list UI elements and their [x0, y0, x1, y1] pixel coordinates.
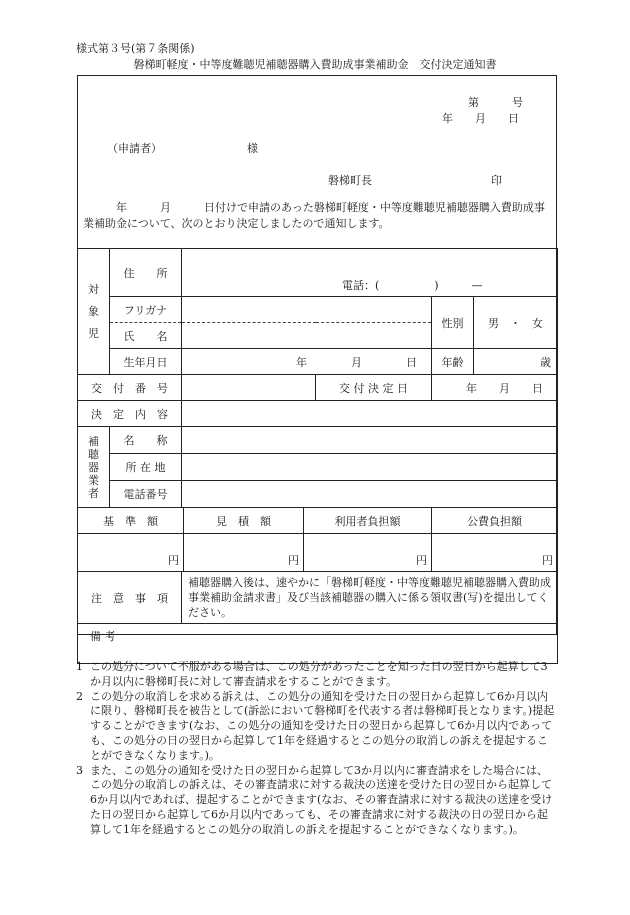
age-label: 年齢 — [432, 349, 474, 375]
subject-group-label — [78, 249, 110, 375]
document-number: 第 号 — [468, 96, 523, 109]
grant-date-value: 年 月 日 — [466, 381, 544, 395]
form-number: 様式第３号(第７条関係) — [76, 42, 195, 55]
vendor-group-label — [78, 427, 110, 508]
age-unit: 歳 — [540, 355, 552, 369]
furigana-field[interactable] — [182, 297, 432, 323]
remarks-field[interactable] — [78, 624, 558, 664]
footnote-number: 3 — [76, 763, 83, 777]
public-burden-unit: 円 — [542, 554, 553, 567]
footnote-1 — [76, 660, 556, 690]
footnote-text: また、この処分の通知を受けた日の翌日から起算して3か月以内に審査請求をした場合には、この処分の取消しの訴えは、その審査請求に対する裁決の送達を受けた日の翌日から起算して6か月以内であれば、提起することができます(なお、その審査請求に対する裁決の送達を受けた日の翌日から起算して6か月以内であっても、その審査請求に対する裁決の日の翌日から起算して1年を経過するとこの処分の取消しの訴えを提起することができなくなります。)。 — [90, 763, 553, 836]
address-label: 住 所 — [110, 249, 182, 297]
phone-label: 電話：( ) — — [342, 279, 483, 292]
intro-text: 年 月 日付けで申請のあった磐梯町軽度・中等度難聴児補聴器購入費助成事業補助金について、次のとおり決定しましたので通知します。 — [83, 201, 545, 230]
issuer-name: 磐梯町長 — [328, 174, 372, 187]
estimate-amount-unit: 円 — [288, 554, 299, 567]
seal-mark: 印 — [491, 174, 502, 187]
footnote-3 — [76, 764, 556, 838]
birthdate-value: 年 月 日 — [296, 355, 417, 369]
address-field[interactable] — [182, 249, 558, 297]
furigana-label: フリガナ — [110, 297, 182, 323]
vendor-name-field[interactable] — [182, 427, 558, 454]
document-title: 磐梯町軽度・中等度難聴児補聴器購入費助成事業補助金 交付決定通知書 — [133, 58, 497, 71]
remarks-label: 備 考 — [90, 630, 116, 643]
decision-field[interactable] — [182, 401, 558, 427]
estimate-amount-field[interactable] — [184, 534, 304, 572]
estimate-amount-header: 見 積 額 — [184, 508, 304, 534]
subject-group-text: 対象児 — [88, 282, 99, 340]
age-field[interactable] — [474, 349, 558, 375]
grant-number-label: 交 付 番 号 — [78, 375, 182, 401]
applicant-label: （申請者） — [107, 142, 162, 155]
decision-label: 決 定 内 容 — [78, 401, 182, 427]
vendor-group-text: 補聴器業者 — [88, 434, 99, 500]
footnote-number: 2 — [76, 689, 83, 703]
standard-amount-header: 基 準 額 — [78, 508, 184, 534]
document-date: 年 月 日 — [442, 112, 519, 125]
vendor-phone-label: 電話番号 — [110, 481, 182, 508]
footnote-2 — [76, 690, 556, 764]
public-burden-field[interactable] — [432, 534, 558, 572]
vendor-phone-field[interactable] — [182, 481, 558, 508]
grant-number-field[interactable] — [182, 375, 316, 401]
name-label: 氏 名 — [110, 323, 182, 349]
footnote-number: 1 — [76, 660, 83, 673]
user-burden-header: 利用者負担額 — [304, 508, 432, 534]
footnotes — [76, 660, 556, 838]
notice-label: 注 意 事 項 — [78, 572, 182, 624]
notice-table — [77, 571, 558, 664]
gender-label: 性別 — [432, 297, 474, 349]
grant-date-field[interactable] — [432, 375, 558, 401]
details-table — [77, 248, 558, 508]
vendor-location-label: 所 在 地 — [110, 454, 182, 481]
standard-amount-unit: 円 — [168, 554, 179, 567]
birthdate-label: 生年月日 — [110, 349, 182, 375]
gender-options[interactable]: 男 ・ 女 — [474, 297, 558, 349]
amounts-table — [77, 507, 558, 572]
footnote-text: この処分について不服がある場合は、この処分があったことを知った日の翌日から起算して3か月以内に磐梯町長に対して審査請求をすることができます。 — [90, 660, 548, 688]
vendor-name-label: 名 称 — [110, 427, 182, 454]
honorific: 様 — [247, 142, 258, 155]
user-burden-unit: 円 — [416, 554, 427, 567]
user-burden-field[interactable] — [304, 534, 432, 572]
birthdate-field[interactable] — [182, 349, 432, 375]
standard-amount-field[interactable] — [78, 534, 184, 572]
public-burden-header: 公費負担額 — [432, 508, 558, 534]
grant-date-label: 交 付 決 定 日 — [316, 375, 432, 401]
name-field[interactable] — [182, 323, 432, 349]
notice-text: 補聴器購入後は、速やかに「磐梯町軽度・中等度難聴児補聴器購入費助成事業補助金請求書」及び当該補聴器の購入に係る領収書(写)を提出してください。 — [182, 572, 558, 624]
vendor-location-field[interactable] — [182, 454, 558, 481]
footnote-text: この処分の取消しを求める訴えは、この処分の通知を受けた日の翌日から起算して6か月以内に限り、磐梯町長を被告として(訴訟において磐梯町を代表する者は磐梯町長となります。)提起することができます(なお、この処分の通知を受けた日の翌日から起算して6か月以内であっても、この処分の日の翌日から起算して1年を経過するとこの処分の取消しの訴えを提起することができなくなります。)。 — [90, 689, 555, 762]
